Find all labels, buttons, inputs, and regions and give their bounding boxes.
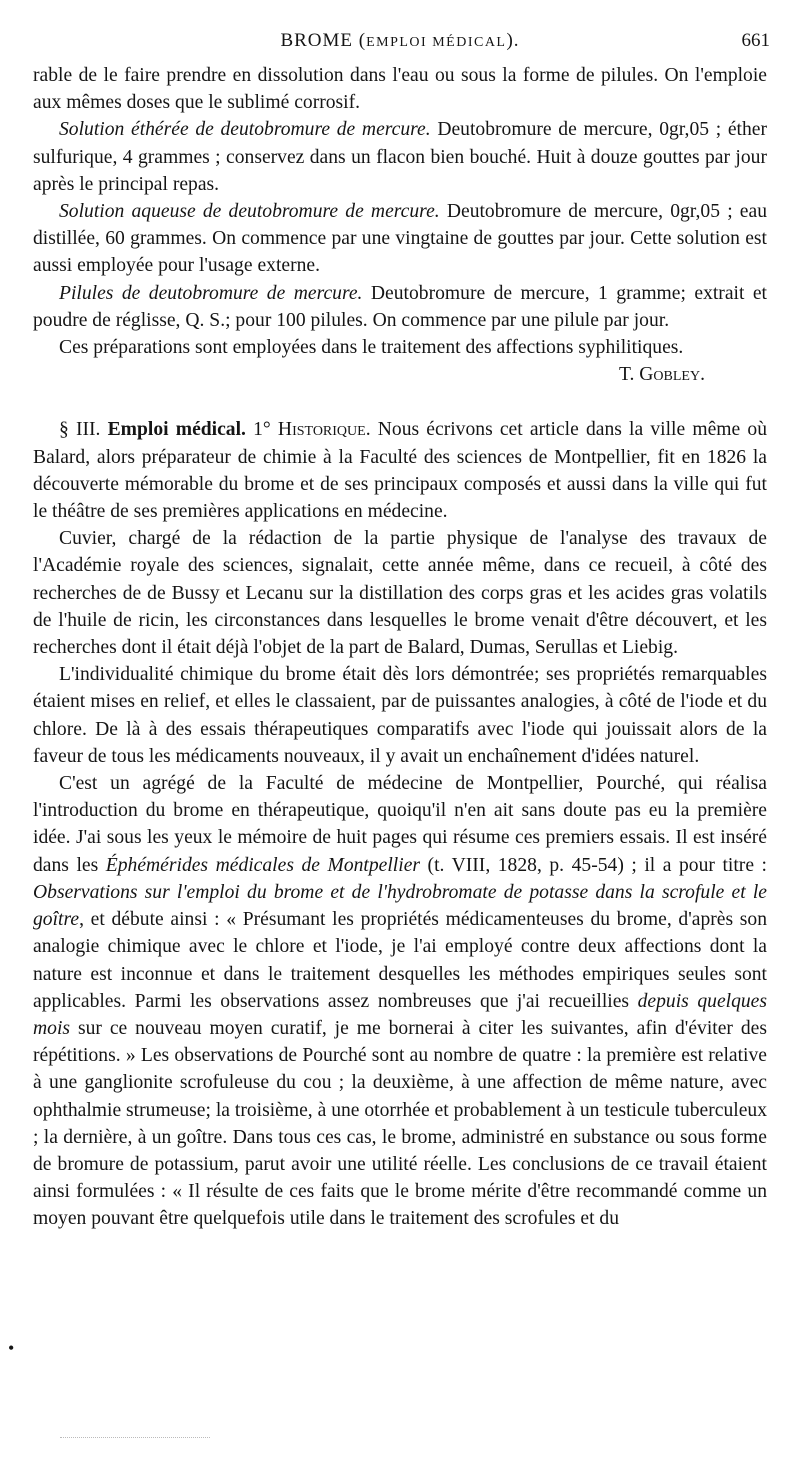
- recipe-title: Solution éthérée de deutobromure de mercure.: [59, 119, 431, 141]
- page-header: [30, 30, 770, 60]
- paragraph-continuation: rable de le faire prendre en dissolution dans l'eau ou sous la forme de pilules. On l'emploie aux mêmes doses que le sublimé corrosif.: [33, 65, 767, 114]
- paragraph-preparations: Ces préparations sont employées dans le traitement des affections syphilitiques.: [59, 337, 684, 359]
- footer-rule: [60, 1437, 210, 1438]
- recipe-title: Solution aqueuse de deutobromure de mercure.: [59, 201, 440, 223]
- section-intro: § III. Emploi médical. 1° Historique. Nous écrivons cet article dans la ville même où Balard, alors préparateur de chimie à la Faculté des sciences de Montpellier, fit en 1826 la découverte mémorable du brome et de ses principaux composés et aussi dans la ville qui fut le théâtre de ses premières applications en médecine.: [33, 419, 767, 523]
- margin-mark: •: [8, 1338, 15, 1358]
- recipe-pills: Pilules de deutobromure de mercure. Deutobromure de mercure, 1 gramme; extrait et poudre de réglisse, Q. S.; pour 100 pilules. On commence par une pilule par jour.: [33, 282, 768, 331]
- running-title: BROME (EMPLOI MÉDICAL).: [280, 30, 520, 51]
- recipe-title: Pilules de deutobromure de mercure.: [59, 282, 363, 304]
- section-heading: Emploi médical.: [107, 419, 246, 441]
- paragraph-cuvier: Cuvier, chargé de la rédaction de la partie physique de l'analyse des travaux de l'Académie royale des sciences, signalait, cette année même, dans ce recueil, à côté des recherches de de Bussy et Lecanu sur la distillation des corps gras et les acides gras volatils de l'huile de ricin, les circonstances dans lesquelles le brome venait d'être découvert, et les recherches dont il était déjà l'objet de la part de Balard, Dumas, Serullas et Liebig.: [33, 528, 767, 659]
- paragraph-pourche: C'est un agrégé de la Faculté de médecine de Montpellier, Pourché, qui réalisa l'introduction du brome en thérapeutique, quoiqu'il n'en ait sans doute pas eu la première idée. J'ai sous les yeux le mémoire de huit pages qui résume ces premiers essais. Il est inséré dans les Éphémérides médicales de Montpellier (t. VIII, 1828, p. 45-54) ; il a pour titre : Observations sur l'emploi du brome et de l'hydrobromate de potasse dans la scrofule et le goître, et débute ainsi : « Présumant les propriétés médicamenteuses du brome, d'après son analogie chimique avec le chlore et l'iode, je l'ai employé contre deux affections dont la nature est inconnue et dans le traitement desquelles les méthodes empiriques seules sont applicables. Parmi les observations assez nombreuses que j'ai recueillies depuis quelques mois sur ce nouveau moyen curatif, je me bornerai à citer les suivantes, afin d'éviter des répétitions. » Les observations de Pourché sont au nombre de quatre : la première est relative à une ganglionite scrofuleuse du cou ; la deuxième, à une affection de même nature, avec ophthalmie strumeuse; la troisième, à une otorrhée et probablement à un testicule tuberculeux ; la dernière, à un goître. Dans tous ces cas, le brome, administré en substance ou sous forme de bromure de potassium, parut avoir une utilité réelle. Les conclusions de ce travail étaient ainsi formulées : « Il résulte de ces faits que le brome mérite d'être recommandé comme un moyen pouvant être quelquefois utile dans le traitement des scrofules et du: [33, 773, 767, 1230]
- author-signature: T. Gobley.: [618, 364, 705, 386]
- recipe-ether-solution: Solution éthérée de deutobromure de mercure. Deutobromure de mercure, 0gr,05 ; éther sulfurique, 4 grammes ; conservez dans un flacon bien bouché. Huit à douze gouttes par jour après le principal repas.: [33, 119, 767, 195]
- section-marker: § III.: [59, 419, 101, 441]
- subsection-heading: 1° Historique.: [253, 419, 371, 441]
- recipe-aqueous-solution: Solution aqueuse de deutobromure de mercure. Deutobromure de mercure, 0gr,05 ; eau distillée, 60 grammes. On commence par une vingtaine de gouttes par jour. Cette solution est aussi employée pour l'usage externe.: [33, 201, 767, 277]
- page-body: [33, 62, 767, 1233]
- paragraph-chemistry: L'individualité chimique du brome était dès lors démontrée; ses propriétés remarquables étaient mises en relief, et elles le classaient, par de puissantes analogies, à côté de l'iode et du chlore. De là à des essais thérapeutiques comparatifs avec l'iode qui jouissait alors de la faveur de tous les médicaments nouveaux, il y avait un enchaînement d'idées naturel.: [33, 664, 767, 767]
- page-number: 661: [741, 30, 770, 51]
- title-small-caps: EMPLOI MÉDICAL: [366, 35, 507, 50]
